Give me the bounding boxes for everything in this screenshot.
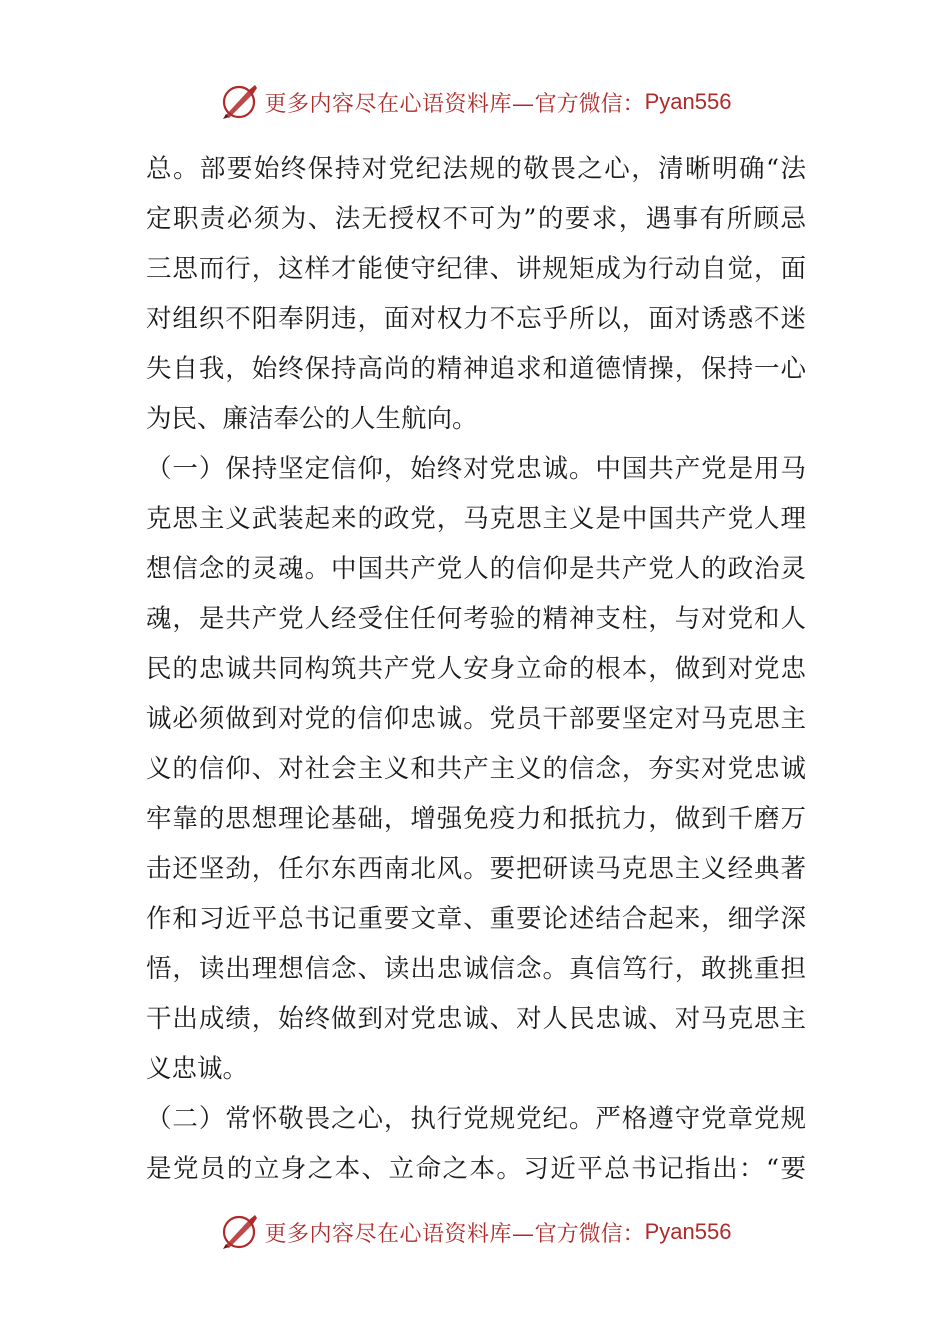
section-heading-line: （二）常怀敬畏之心，执行党规党纪。严格遵守党章党规 [146, 1104, 806, 1134]
text-line: 为民、廉洁奉公的人生航向。 [146, 404, 478, 434]
banner-wechat-label: 官方微信： [534, 1221, 645, 1247]
banner-text: 更多内容尽在心语资料库— [264, 1221, 535, 1247]
pen-logo-icon [219, 1212, 259, 1252]
text-line: 是党员的立身之本、立命之本。习近平总书记指出：“要 [146, 1154, 806, 1184]
text-line: 定职责必须为、法无授权不可为”的要求，遇事有所顾忌 [146, 204, 806, 234]
banner-wechat-id: Pyan556 [644, 1219, 732, 1244]
text-line: 诚必须做到对党的信仰忠诚。党员干部要坚定对马克思主 [146, 704, 806, 734]
banner-wechat-id: Pyan556 [644, 89, 732, 114]
document-body [146, 144, 806, 1194]
text-line: 三思而行，这样才能使守纪律、讲规矩成为行动自觉，面 [146, 254, 806, 284]
text-line: 失自我，始终保持高尚的精神追求和道德情操，保持一心 [146, 354, 806, 384]
footer-watermark-banner [0, 1208, 950, 1256]
text-line: 干出成绩，始终做到对党忠诚、对人民忠诚、对马克思主 [146, 1004, 806, 1034]
text-line: 对组织不阳奉阴违，面对权力不忘乎所以，面对诱惑不迷 [146, 304, 806, 334]
header-watermark-banner [0, 78, 950, 126]
text-line: 总。部要始终保持对党纪法规的敬畏之心，清晰明确“法 [146, 154, 806, 184]
text-line: 义忠诚。 [146, 1054, 249, 1084]
text-line: 击还坚劲，任尔东西南北风。要把研读马克思主义经典著 [146, 854, 806, 884]
text-line: 牢靠的思想理论基础，增强免疫力和抵抗力，做到千磨万 [146, 804, 806, 834]
pen-logo-icon [219, 82, 259, 122]
text-line: 作和习近平总书记重要文章、重要论述结合起来，细学深 [146, 904, 806, 934]
text-line: 悟，读出理想信念、读出忠诚信念。真信笃行，敢挑重担 [146, 954, 806, 984]
text-line: 民的忠诚共同构筑共产党人安身立命的根本，做到对党忠 [146, 654, 806, 684]
text-line: 克思主义武装起来的政党，马克思主义是中国共产党人理 [146, 504, 806, 534]
section-heading-line: （一）保持坚定信仰，始终对党忠诚。中国共产党是用马 [146, 454, 806, 484]
text-line: 魂，是共产党人经受住任何考验的精神支柱，与对党和人 [146, 604, 806, 634]
text-line: 义的信仰、对社会主义和共产主义的信念，夯实对党忠诚 [146, 754, 806, 784]
text-line: 想信念的灵魂。中国共产党人的信仰是共产党人的政治灵 [146, 554, 806, 584]
banner-wechat-label: 官方微信： [534, 91, 645, 117]
banner-text: 更多内容尽在心语资料库— [264, 91, 535, 117]
